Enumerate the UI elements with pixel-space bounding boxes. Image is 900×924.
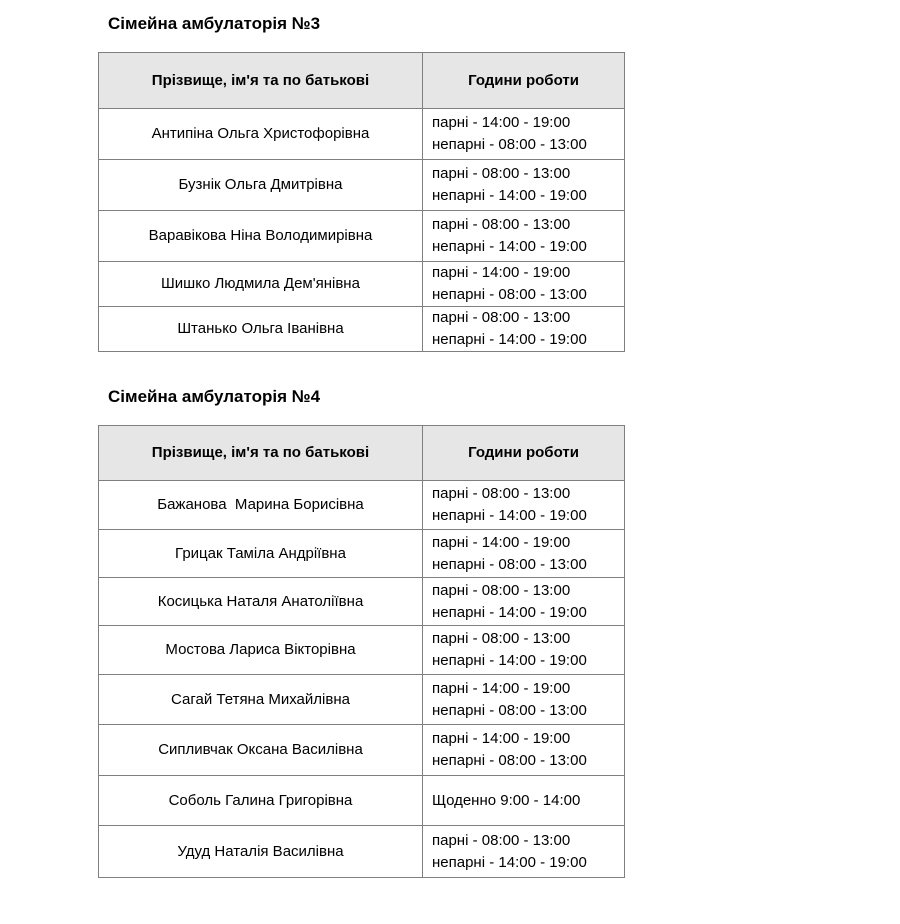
hours-line: парні - 08:00 - 13:00 bbox=[432, 831, 571, 849]
working-hours bbox=[423, 578, 625, 626]
doctor-name: Шишко Людмила Дем'янівна bbox=[99, 262, 423, 307]
doctor-name: Штанько Ольга Іванівна bbox=[99, 307, 423, 352]
hours-line: непарні - 14:00 - 19:00 bbox=[432, 187, 587, 204]
table-row bbox=[99, 307, 625, 352]
hours-line: парні - 08:00 - 13:00 bbox=[432, 581, 571, 599]
hours-line: Щоденно 9:00 - 14:00 bbox=[432, 791, 581, 809]
column-header-name: Прізвище, ім'я та по батькові bbox=[99, 53, 423, 109]
table-header-row bbox=[99, 426, 625, 481]
hours-line: парні - 14:00 - 19:00 bbox=[432, 679, 571, 697]
working-hours bbox=[423, 481, 625, 530]
hours-line: непарні - 08:00 - 13:00 bbox=[432, 701, 587, 719]
table-row bbox=[99, 675, 625, 725]
working-hours bbox=[423, 160, 625, 211]
hours-line: непарні - 14:00 - 19:00 bbox=[432, 331, 587, 348]
table-header-row bbox=[99, 53, 625, 109]
hours-line: непарні - 14:00 - 19:00 bbox=[432, 603, 587, 621]
working-hours bbox=[423, 530, 625, 578]
doctor-name: Варавікова Ніна Володимирівна bbox=[99, 211, 423, 262]
hours-line: непарні - 08:00 - 13:00 bbox=[432, 752, 587, 769]
doctor-name: Сагай Тетяна Михайлівна bbox=[99, 675, 423, 725]
working-hours bbox=[423, 211, 625, 262]
doctor-name: Мостова Лариса Вікторівна bbox=[99, 626, 423, 675]
table-row bbox=[99, 578, 625, 626]
column-header-hours: Години роботи bbox=[423, 426, 625, 481]
hours-line: непарні - 08:00 - 13:00 bbox=[432, 286, 587, 303]
working-hours bbox=[423, 109, 625, 160]
column-header-hours: Години роботи bbox=[423, 53, 625, 109]
table-row bbox=[99, 626, 625, 675]
hours-line: непарні - 14:00 - 19:00 bbox=[432, 853, 587, 871]
table-row bbox=[99, 211, 625, 262]
schedule-table bbox=[98, 425, 625, 878]
column-header-name: Прізвище, ім'я та по батькові bbox=[99, 426, 423, 481]
table-row bbox=[99, 481, 625, 530]
table-row bbox=[99, 776, 625, 826]
working-hours bbox=[423, 626, 625, 675]
section-title: Сімейна амбулаторія №4 bbox=[108, 387, 321, 406]
table-row bbox=[99, 109, 625, 160]
table-row bbox=[99, 160, 625, 211]
hours-line: парні - 14:00 - 19:00 bbox=[432, 114, 571, 131]
hours-line: непарні - 14:00 - 19:00 bbox=[432, 507, 587, 524]
hours-line: парні - 08:00 - 13:00 bbox=[432, 309, 571, 326]
hours-line: парні - 14:00 - 19:00 bbox=[432, 264, 571, 281]
doctor-name: Удуд Наталія Василівна bbox=[99, 826, 423, 878]
hours-line: парні - 08:00 - 13:00 bbox=[432, 630, 571, 647]
working-hours bbox=[423, 725, 625, 776]
doctor-name: Бажанова Марина Борисівна bbox=[99, 481, 423, 530]
table-row bbox=[99, 262, 625, 307]
working-hours bbox=[423, 262, 625, 307]
table-row bbox=[99, 725, 625, 776]
table-row bbox=[99, 826, 625, 878]
hours-line: непарні - 14:00 - 19:00 bbox=[432, 238, 587, 255]
doctor-name: Сипливчак Оксана Василівна bbox=[99, 725, 423, 776]
working-hours bbox=[423, 776, 625, 826]
hours-line: непарні - 14:00 - 19:00 bbox=[432, 652, 587, 669]
working-hours bbox=[423, 826, 625, 878]
hours-line: парні - 08:00 - 13:00 bbox=[432, 165, 571, 182]
doctor-name: Бузнік Ольга Дмитрівна bbox=[99, 160, 423, 211]
section-title: Сімейна амбулаторія №3 bbox=[108, 14, 321, 33]
working-hours bbox=[423, 675, 625, 725]
hours-line: парні - 14:00 - 19:00 bbox=[432, 730, 571, 747]
working-hours bbox=[423, 307, 625, 352]
hours-line: парні - 08:00 - 13:00 bbox=[432, 216, 571, 233]
doctor-name: Грицак Таміла Андріївна bbox=[99, 530, 423, 578]
schedule-table bbox=[98, 52, 625, 352]
doctor-name: Антипіна Ольга Христофорівна bbox=[99, 109, 423, 160]
hours-line: непарні - 08:00 - 13:00 bbox=[432, 555, 587, 573]
doctor-name: Косицька Наталя Анатоліївна bbox=[99, 578, 423, 626]
doctor-name: Соболь Галина Григорівна bbox=[99, 776, 423, 826]
hours-line: парні - 08:00 - 13:00 bbox=[432, 485, 571, 502]
table-row bbox=[99, 530, 625, 578]
hours-line: непарні - 08:00 - 13:00 bbox=[432, 136, 587, 153]
hours-line: парні - 14:00 - 19:00 bbox=[432, 533, 571, 551]
